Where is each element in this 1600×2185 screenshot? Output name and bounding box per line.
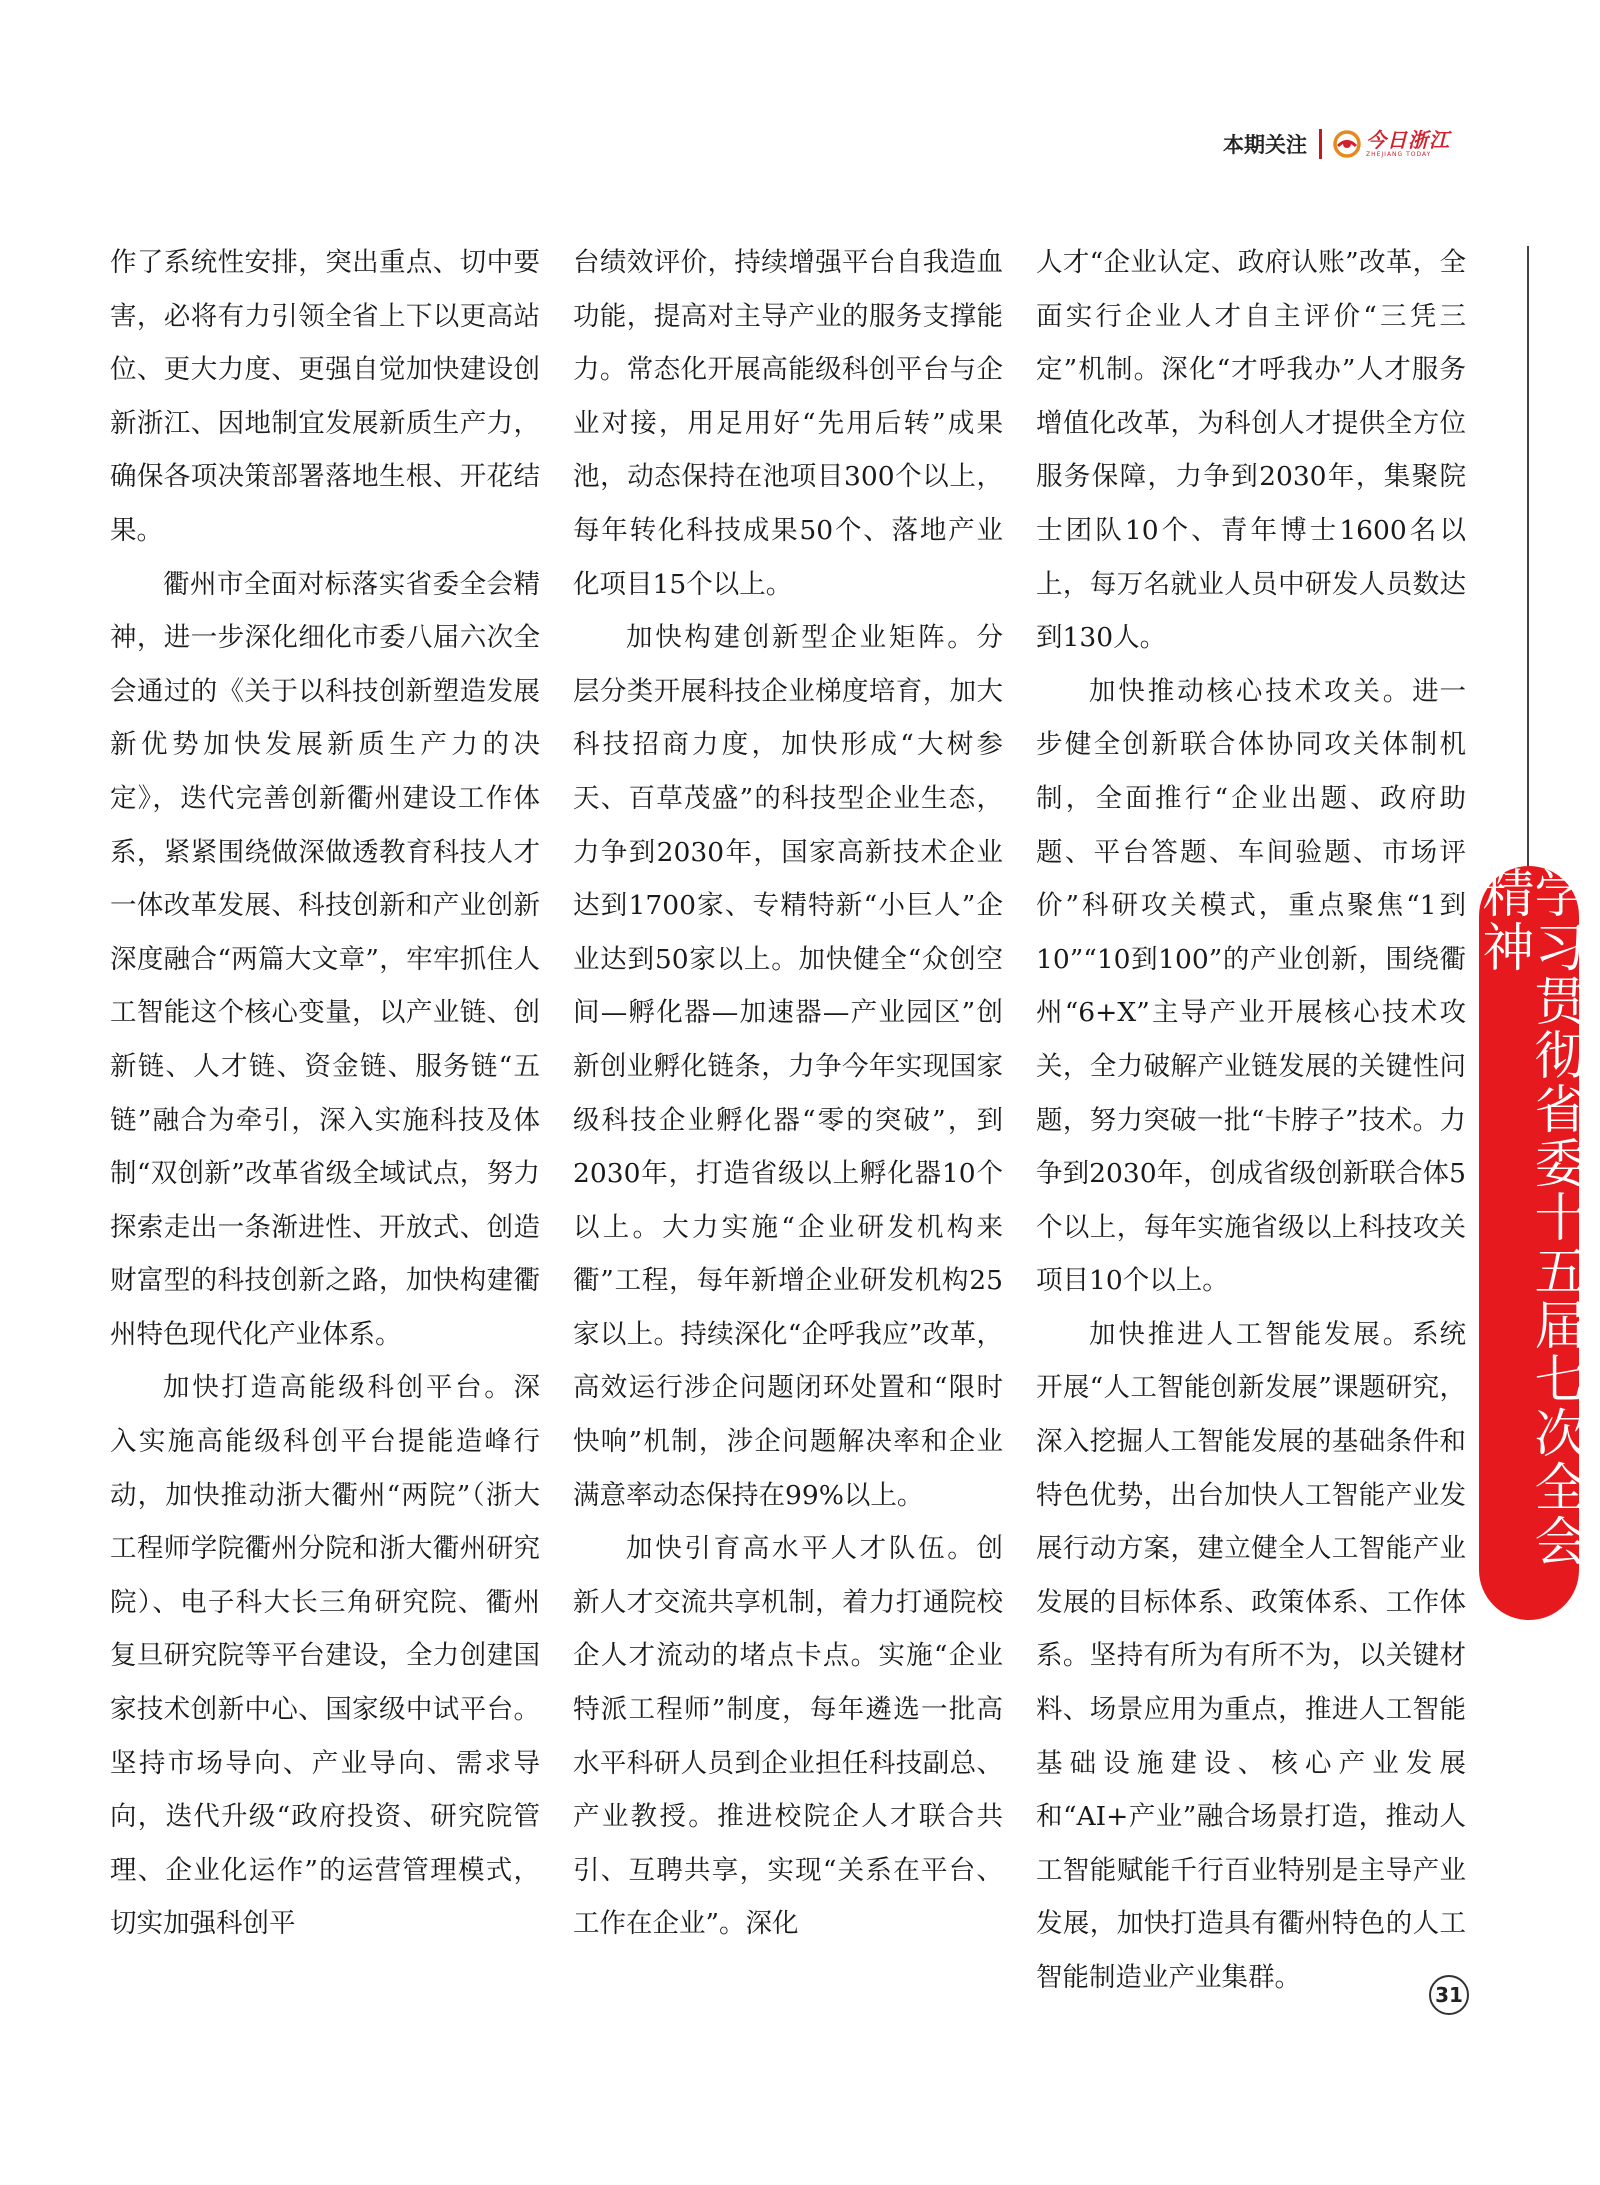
paragraph-text: 深入实施高能级科创平台提能造峰行动，加快推动浙大衢州“两院”（浙大工程师学院衢州分院和浙大衢州研究院）、电子科大长三角研究院、衢州复旦研究院等平台建设，全力创建国家技术创新中心、国家级中试平台。坚持市场导向、产业导向、需求导向，迭代升级“政府投资、研究院管理、企业化运作”的运营管理模式，切实加强科创平: [110, 1372, 540, 1940]
paragraph: [1036, 1308, 1466, 2005]
logo-english-text: ZHEJIANG TODAY: [1366, 151, 1432, 158]
header-divider: [1319, 129, 1322, 159]
paragraph-text: 创新人才交流共享机制，着力打通院校企人才流动的堵点卡点。实施“企业特派工程师”制度，每年遴选一批高水平科研人员到企业担任科技副总、产业教授。推进校院企人才联合共引、互聘共享，实现“关系在平台、工作在企业”。深化: [573, 1533, 1003, 1940]
paragraph-text: 进一步健全创新联合体协同攻关体制机制，全面推行“企业出题、政府助题、平台答题、车间验题、市场评价”科研攻关模式，重点聚焦“1到10”“10到100”的产业创新，围绕衢州“6+X”主导产业开展核心技术攻关，全力破解产业链发展的关键性问题，努力突破一批“卡脖子”技术。力争到2030年，创成省级创新联合体5个以上，每年实施省级以上科技攻关项目10个以上。: [1036, 675, 1466, 1297]
paragraph-text: 人才“企业认定、政府认账”改革，全面实行企业人才自主评价“三凭三定”机制。深化“才呼我办”人才服务增值化改革，为科创人才提供全方位服务保障，力争到2030年，集聚院士团队10个、青年博士1600名以上，每万名就业人员中研发人员数达到130人。: [1036, 247, 1466, 654]
paragraph-text: 系统开展“人工智能创新发展”课题研究，深入挖掘人工智能发展的基础条件和特色优势，出台加快人工智能产业发展行动方案，建立健全人工智能产业发展的目标体系、政策体系、工作体系。坚持有所为有所不为，以关键材料、场景应用为重点，推进人工智能基础设施建设、核心产业发展和“AI+产业”融合场景打造，推动人工智能赋能千行百业特别是主导产业发展，加快打造具有衢州特色的人工智能制造业产业集群。: [1036, 1318, 1466, 1993]
paragraph-text: 作了系统性安排，突出重点、切中要害，必将有力引领全省上下以更高站位、更大力度、更强自觉加快建设创新浙江、因地制宜发展新质生产力，确保各项决策部署落地生根、开花结果。: [110, 247, 540, 546]
article-column-1: [110, 236, 540, 1951]
paragraph: [110, 558, 540, 1362]
logo-chinese-text: 今日浙江: [1366, 128, 1450, 152]
subheading: 加快构建创新型企业矩阵。: [626, 622, 977, 654]
banner-title: 学习贯彻省委十五届七次全会精神: [1473, 866, 1585, 1568]
subheading: 加快推进人工智能发展。: [1089, 1318, 1413, 1350]
article-column-2: [573, 236, 1003, 1951]
paragraph: [1036, 236, 1466, 665]
subheading: 加快打造高能级科创平台。: [163, 1372, 514, 1404]
paragraph-text: 分层分类开展科技企业梯度培育，加大科技招商力度，加快形成“大树参天、百草茂盛”的科技型企业生态，力争到2030年，国家高新技术企业达到1700家、专精特新“小巨人”企业达到50家以上。加快健全“众创空间—孵化器—加速器—产业园区”创新创业孵化链条，力争今年实现国家级科技企业孵化器“零的突破”，到2030年，打造省级以上孵化器10个以上。大力实施“企业研发机构来衢”工程，每年新增企业研发机构25家以上。持续深化“企呼我应”改革，高效运行涉企问题闭环处置和“限时快响”机制，涉企问题解决率和企业满意率动态保持在99%以上。: [573, 622, 1003, 1511]
subheading: 加快推动核心技术攻关。: [1089, 675, 1413, 707]
paragraph: [573, 611, 1003, 1522]
paragraph-text: 台绩效评价，持续增强平台自我造血功能，提高对主导产业的服务支撑能力。常态化开展高能级科创平台与企业对接，用足用好“先用后转”成果池，动态保持在池项目300个以上，每年转化科技成果50个、落地产业化项目15个以上。: [573, 247, 1003, 600]
paragraph: [573, 1522, 1003, 1951]
article-column-3: [1036, 236, 1466, 2005]
today-zhejiang-logo-icon: [1332, 129, 1362, 159]
section-banner: [1473, 866, 1585, 1620]
page-number: 31: [1429, 1975, 1469, 2015]
paragraph: [573, 236, 1003, 611]
magazine-logo: [1332, 129, 1450, 159]
subheading: 加快引育高水平人才队伍。: [626, 1533, 977, 1565]
paragraph-text: 衢州市全面对标落实省委全会精神，进一步深化细化市委八届六次全会通过的《关于以科技创新塑造发展新优势加快发展新质生产力的决定》，迭代完善创新衢州建设工作体系，紧紧围绕做深做透教育科技人才一体改革发展、科技创新和产业创新深度融合“两篇大文章”，牢牢抓住人工智能这个核心变量，以产业链、创新链、人才链、资金链、服务链“五链”融合为牵引，深入实施科技及体制“双创新”改革省级全域试点，努力探索走出一条渐进性、开放式、创造财富型的科技创新之路，加快构建衢州特色现代化产业体系。: [110, 568, 540, 1350]
paragraph: [110, 1361, 540, 1951]
page-header: [1223, 124, 1450, 164]
paragraph: [1036, 665, 1466, 1308]
section-title: 本期关注: [1223, 133, 1307, 157]
paragraph: [110, 236, 540, 558]
